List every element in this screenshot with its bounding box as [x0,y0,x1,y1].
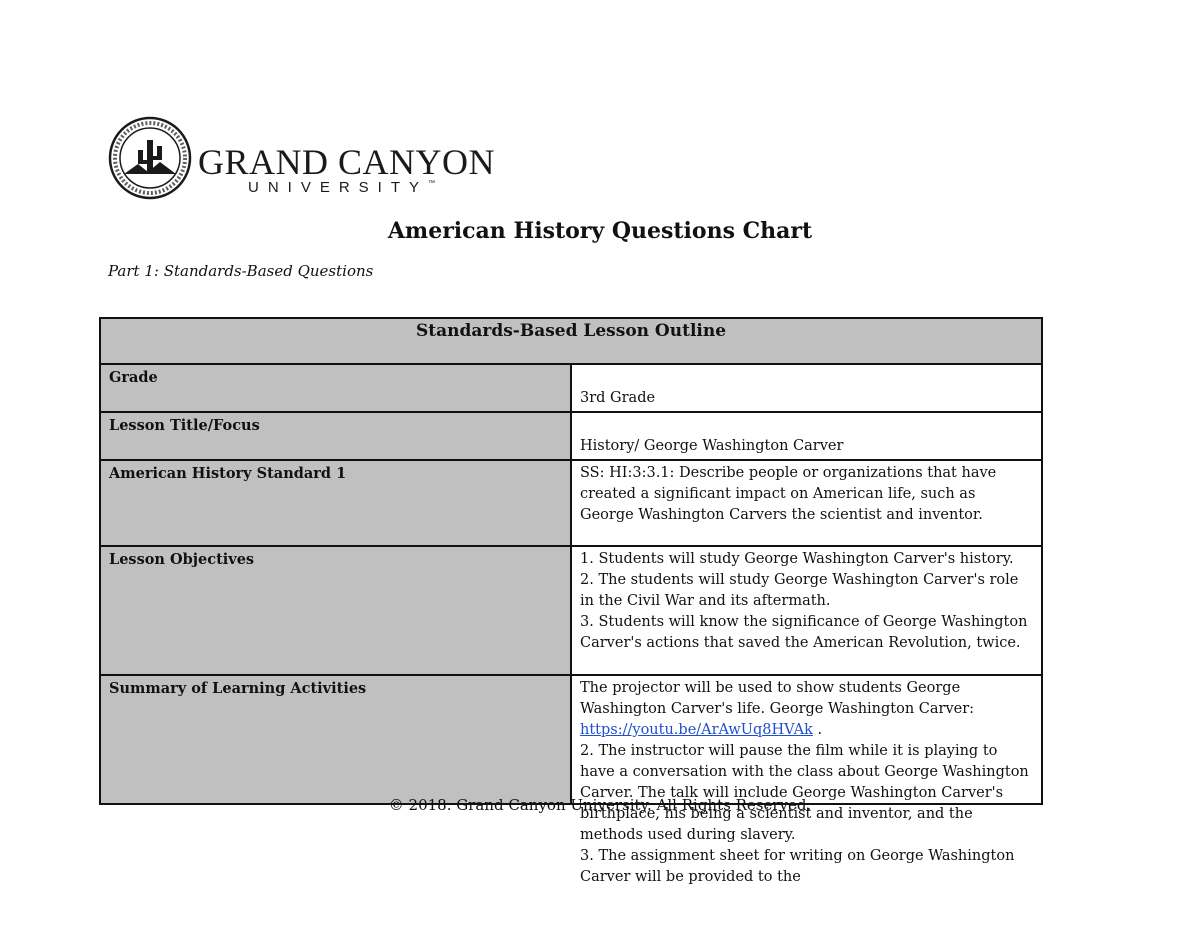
row-label: Summary of Learning Activities [100,675,571,804]
row-value [571,546,1042,675]
table-row-lesson-title [100,412,1042,460]
table-header: Standards-Based Lesson Outline [100,318,1042,364]
document-title: American History Questions Chart [387,218,813,244]
row-value: SS: HI:3:3.1: Describe people or organizations that have created a significant impact on American life, such as George Washington Carvers the scientist and inventor. [571,460,1042,546]
table-row-summary [100,675,1042,804]
university-seal-icon [108,116,192,200]
row-label: Lesson Title/Focus [100,412,571,460]
objective-line: 2. The students will study George Washington Carver's role in the Civil War and its aftermath. [580,572,1019,609]
lesson-outline-table [99,317,1043,885]
objective-line: 3. Students will know the significance of George Washington Carver's actions that saved the American Revolution, twice. [580,614,1028,651]
summary-line: 3. The assignment sheet for writing on George Washington Carver will be provided to the [580,848,1015,885]
part-heading: Part 1: Standards-Based Questions [108,262,374,280]
row-label: Lesson Objectives [100,546,571,675]
objective-line: 1. Students will study George Washington Carver's history. [580,551,1014,567]
row-label: Grade [100,364,571,412]
trademark-symbol: ™ [428,180,436,187]
table-row-grade [100,364,1042,412]
table-row-standard [100,460,1042,546]
summary-line: 2. The instructor will pause the film while it is playing to have a conversation with the class about George Washington Carver. The talk will include George Washington Carver's birthplace, his being a scientist and inventor, and the methods used during slavery. [580,743,1029,843]
row-value: 3rd Grade [571,364,1042,412]
university-subname: UNIVERSITY™ [248,179,436,196]
copyright-footer: © 2018. Grand Canyon University. All Rights Reserved. [388,796,812,814]
university-name: GRAND CANYON [198,142,496,182]
row-label: American History Standard 1 [100,460,571,546]
row-value: History/ George Washington Carver [571,412,1042,460]
summary-intro: The projector will be used to show students George Washington Carver's life. George Washington Carver: https://youtu.be/ArAwUq8HVAk . [580,680,975,738]
video-link[interactable]: https://youtu.be/ArAwUq8HVAk [580,722,813,738]
table-row-objectives [100,546,1042,675]
university-logo [108,116,496,202]
